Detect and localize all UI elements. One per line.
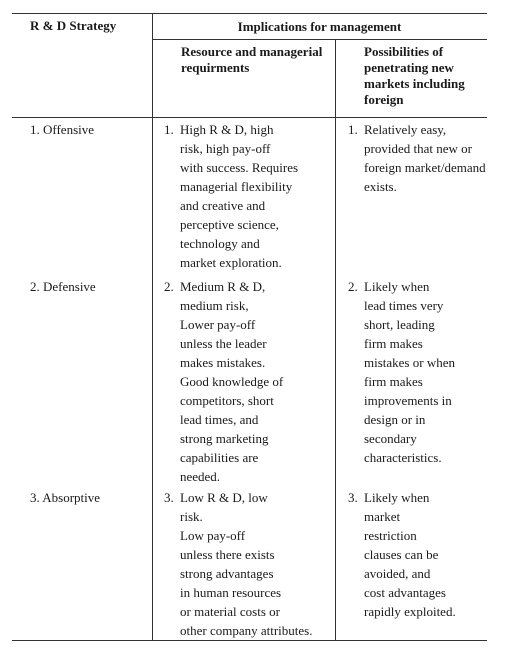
header-market-possibilities: Possibilities of penetrating new markets including foreign	[364, 44, 465, 107]
column-divider-2	[335, 39, 336, 640]
row-1-resource-text: High R & D, high risk, high pay-off with success. Requires managerial flexibility and creative and perceptive science, technology and market exploration.	[180, 122, 299, 270]
strategy-offensive: 1. Offensive	[30, 122, 95, 137]
row-3-market-text: Likely when market restriction clauses can be avoided, and cost advantages rapidly exploited.	[364, 490, 456, 619]
table-top-rule	[12, 13, 487, 14]
row-2-market-number: 2.	[348, 279, 358, 294]
column-divider-1	[152, 13, 153, 640]
strategy-defensive: 2. Defensive	[30, 279, 96, 294]
row-2-resource-number: 2.	[164, 279, 174, 294]
row-1-market-text: Relatively easy, provided that new or foreign market/demand exists.	[364, 122, 486, 194]
implications-subheader-rule	[152, 39, 487, 40]
strategy-absorptive: 3. Absorptive	[30, 490, 101, 505]
row-2-resource-text: Medium R & D, medium risk, Lower pay-off unless the leader makes mistakes. Good knowledge of competitors, short lead times, and strong marketing capabilities are needed.	[180, 279, 284, 484]
row-1-resource-number: 1.	[164, 122, 174, 137]
row-2-market-text: Likely when lead times very short, leading firm makes mistakes or when firm makes improvements in design or in secondary characteristics.	[364, 279, 455, 465]
header-rd-strategy: R & D Strategy	[30, 18, 117, 33]
table-bottom-rule	[12, 640, 487, 641]
header-implications: Implications for management	[237, 19, 402, 34]
header-resource-requirements: Resource and managerial requirments	[181, 44, 323, 75]
row-3-resource-text: Low R & D, low risk. Low pay-off unless there exists strong advantages in human resources or material costs or other company attributes.	[180, 490, 313, 638]
row-3-resource-number: 3.	[164, 490, 174, 505]
row-1-market-number: 1.	[348, 122, 358, 137]
header-bottom-rule	[12, 117, 487, 118]
row-3-market-number: 3.	[348, 490, 358, 505]
